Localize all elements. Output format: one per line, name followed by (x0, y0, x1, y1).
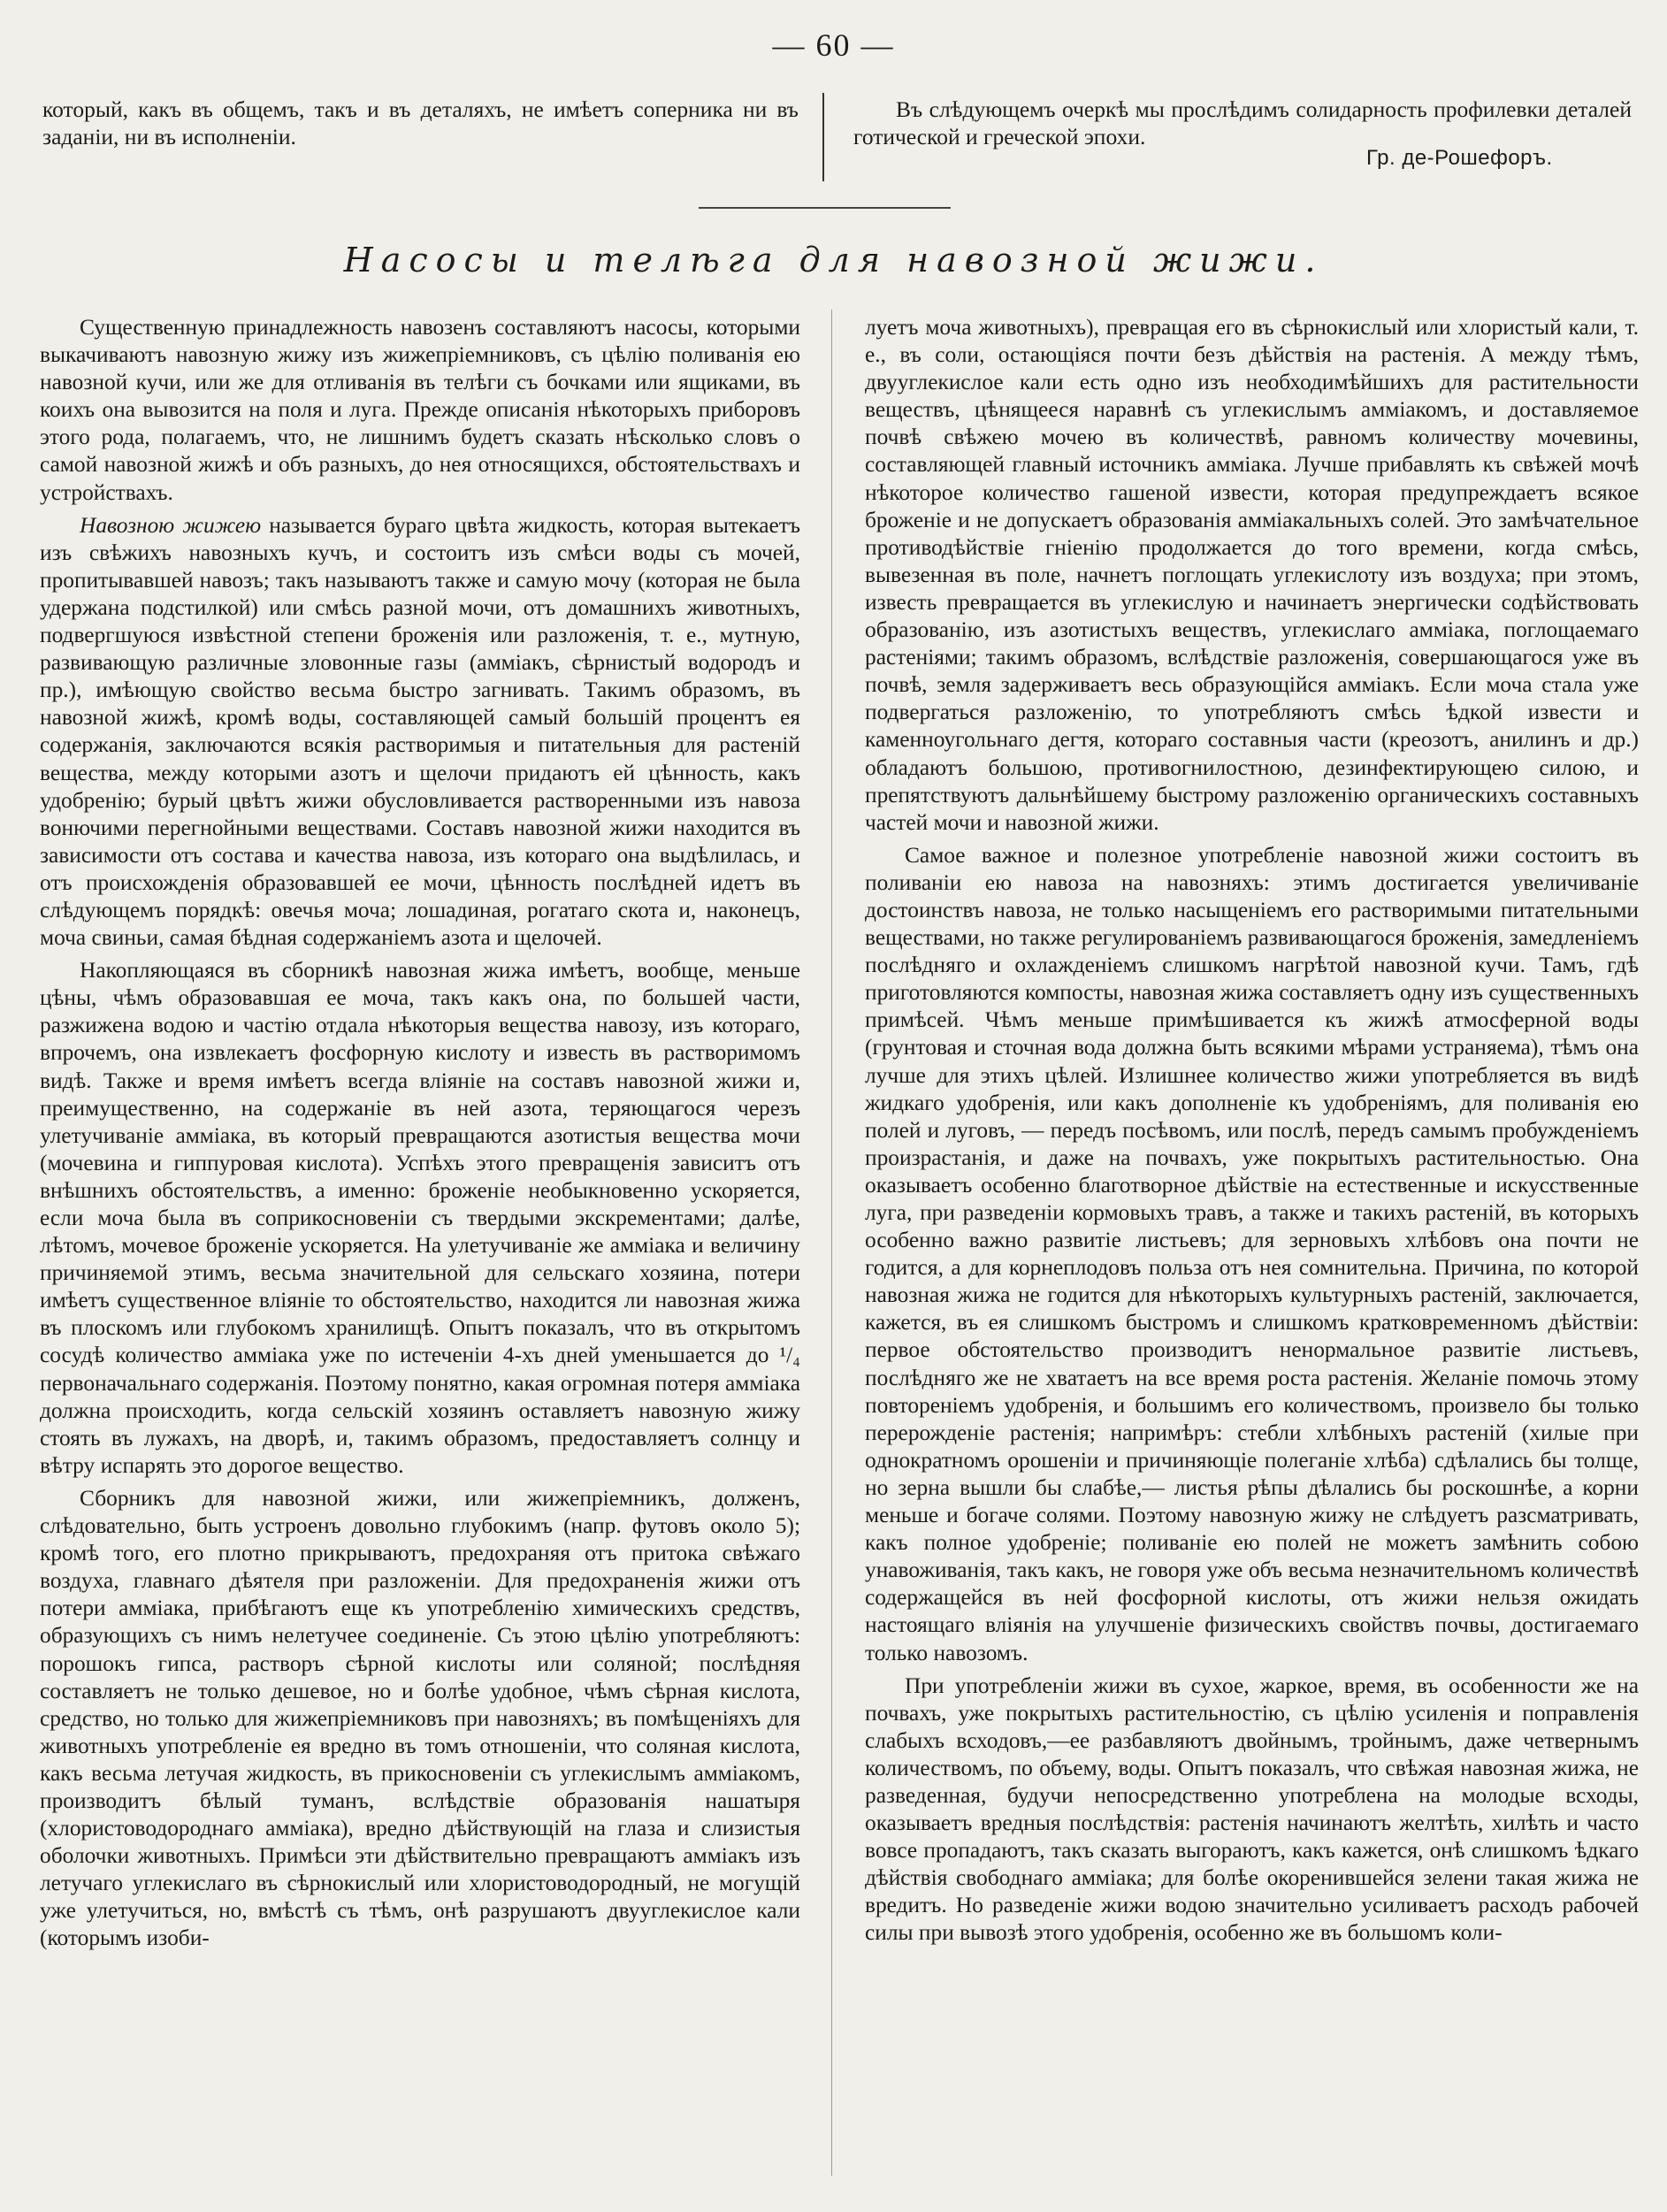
continued-paragraph: который, какъ въ общемъ, такъ и въ деталяхъ, не имѣетъ соперника ни въ заданіи, ни въ исполненіи. (42, 96, 799, 149)
defined-term: Навозною жижею (80, 512, 262, 538)
paragraph: Накопляющаяся въ сборникѣ навозная жижа имѣетъ, вообще, меньше цѣны, чѣмъ образовавшая ее моча, такъ какъ она, по большей части, разжижена водою и частію отдала нѣкоторыя вещества навозу, изъ котораго, впрочемъ, она извлекаетъ фосфорную кислоту и известь въ растворимомъ видѣ. Также и время имѣетъ всегда вліяніе на составъ навозной жижи и, преимущественно, на содержаніе въ ней азота, теряющагося черезъ улетучиваніе амміака, въ который превращаются азотистыя вещества мочи (мочевина и гиппуровая кислота). Успѣхъ этого превращенія зависитъ отъ внѣшнихъ обстоятельствъ, а именно: броженіе необыкновенно ускоряется, если моча была въ соприкосновеніи съ твердыми экскрементами; далѣе, лѣтомъ, мочевое броженіе ускоряется. На улетучиваніе же амміака и величину причиняемой этимъ, весьма значительной для сельскаго хозяина, потери имѣетъ существенное вліяніе то обстоятельство, находится ли навозная жижа въ плоскомъ или глубокомъ хранилищѣ. Опытъ показалъ, что въ открытомъ сосудѣ количество амміака уже по истеченіи 4-хъ дней уменьшается до ¹/₄ первоначальнаго содержанія. Поэтому понятно, какая огромная потеря амміака должна происходить, когда сельскій хозяинъ оставляетъ навозную жижу стоять въ лужахъ, на дворѣ, и, такимъ образомъ, предоставляетъ солнцу и вѣтру испарять это дорогое вещество. (40, 958, 800, 1478)
paragraph: При употребленіи жижи въ сухое, жаркое, время, въ особенности же на почвахъ, уже покрытыхъ растительностію, съ цѣлію усиленія и поправленія слабыхъ всходовъ,—ее разбавляютъ двойнымъ, тройнымъ, даже четвернымъ количествомъ, по объему, воды. Опытъ показалъ, что свѣжая навозная жижа, не разведенная, будучи непосредственно употреблена на молодые всходы, оказываетъ вредныя послѣдствія: растенія начинаютъ желтѣть, хилѣть и часто вовсе пропадаютъ, такъ сказать выгораютъ, какъ кажется, онѣ слишкомъ ѣдкаго дѣйствія свободнаго амміака; для болѣе окоренившейся зелени такая жижа не вредитъ. Но разведеніе жижи водою значительно усиливаетъ расходъ рабочей силы при вывозѣ этого удобренія, особенно же въ большомъ коли- (865, 1672, 1639, 1946)
top-column-divider (822, 93, 824, 181)
top-right-text-block (853, 96, 1632, 150)
paragraph: луетъ моча животныхъ), превращая его въ сѣрнокислый или хлористый кали, т. е., въ соли, остающіяся почти безъ дѣйствія на растенія. А между тѣмъ, двууглекислое кали есть одно изъ необходимѣйшихъ для растительности веществъ, цѣнящееся наравнѣ съ углекислымъ амміакомъ, и доставляемое почвѣ свѣжею мочею въ количествѣ, равномъ количеству мочевины, составляющей главный источникъ амміака. Лучше прибавлять къ свѣжей мочѣ нѣкоторое количество гашеной извести, которая предупреждаетъ всякое броженіе и не допускаетъ образованія амміакальныхъ солей. Это замѣчательное противодѣйствіе гніенію продолжается до того времени, когда смѣсь, вывезенная въ поле, начнетъ поглощать углекислоту изъ воздуха; при этомъ, известь превращается въ углекислую и начинаетъ энергически содѣйствовать образованію, изъ азотистыхъ веществъ, углекислаго амміака, поглощаемаго растеніями; такимъ образомъ, вслѣдствіе разложенія, совершающагося уже въ почвѣ, земля задерживаетъ весь образующійся амміакъ. Если моча стала уже подвергаться разложенію, то употребляютъ смѣсь ѣдкой извести и каменноугольнаго дегтя, котораго составныя части (креозотъ, анилинъ и др.) обладаютъ большою, противогнилостною, дезинфектирующею силою, и препятствуютъ дальнѣйшему быстрому разложенію органическихъ составныхъ частей мочи и навозной жижи. (865, 315, 1639, 835)
paragraph (40, 512, 800, 953)
author-signature: Гр. де-Рошефоръ. (1366, 146, 1553, 170)
paragraph: Самое важное и полезное употребленіе навозной жижи состоитъ въ поливаніи ею навоза на навозняхъ: этимъ достигается увеличиваніе достоинствъ навоза, не только насыщеніемъ его растворимыми питательными веществами, но также регулированіемъ развивающагося броженія, замедленіемъ послѣдняго и охлажденіемъ слишкомъ нагрѣтой навозной кучи. Тамъ, гдѣ приготовляются компосты, навозная жижа составляетъ одну изъ существенныхъ примѣсей. Чѣмъ меньше примѣшивается къ жижѣ атмосферной воды (грунтовая и сточная вода должна быть всякими мѣрами устраняема), тѣмъ она лучше для этихъ цѣлей. Излишнее количество жижи употребляется въ видѣ жидкаго удобренія, или какъ дополненіе къ удобреніямъ, для поливанія ею полей и луговъ, — передъ посѣвомъ, или послѣ, передъ самымъ пробужденіемъ произрастанія, и даже на почвахъ, уже покрытыхъ растительностью. Она оказываетъ особенно благотворное дѣйствіе на естественные и искусственные луга, при разведеніи кормовыхъ травъ, а также и такихъ растеній, въ которыхъ особенно важно развитіе листьевъ; для зерновыхъ хлѣбовъ она почти не годится, а для корнеплодовъ польза отъ нея сомнительна. Причина, по которой навозная жижа не годится для нѣкоторыхъ культурныхъ растеній, заключается, кажется, въ ея слишкомъ быстромъ и слишкомъ кратковременномъ дѣйствіи: первое обстоятельство производитъ ненормальное развитіе листьевъ, послѣдняго же не хватаетъ на все время роста растенія. Желаніе помочь этому повтореніемъ удобренія, и большимъ его количествомъ, произвело бы только перерожденіе растенія; напримѣръ: стебли хлѣбныхъ растеній (хилые при однократномъ орошеніи и причиняющіе полеганіе хлѣба) сдѣлались бы толще, но зерна вышли бы слабѣе,— листья рѣпы дѣлались бы роскошнѣе, а корни меньше и богаче солями. Поэтому навозную жижу не слѣдуетъ разсматривать, какъ полное удобреніе; поливаніе ею полей не можетъ замѣнить собою унавоживанія, такъ какъ, не говоря уже объ весьма незначительномъ количествѣ содержащейся въ ней фосфорной кислоты, отъ жижи нельзя ожидать настоящаго вліянія на улучшеніе физическихъ свойствъ почвы, достигаемаго только навозомъ. (865, 842, 1639, 1665)
closing-paragraph: Въ слѣдующемъ очеркѣ мы прослѣдимъ солидарность профилевки деталей готической и греческой эпохи. (853, 96, 1632, 149)
article-column-divider (831, 310, 832, 2176)
paragraph-text: называется бураго цвѣта жидкость, которая вытекаетъ изъ свѣжихъ навозныхъ кучъ, и состоитъ изъ смѣси воды съ мочей, пропитывавшей навозъ; такъ называютъ также и самую мочу (которая не была удержана подстилкой) или смѣсь разной мочи, отъ домашнихъ животныхъ, подвергшуюся извѣстной степени броженія или разложенія, т. е., мутную, развивающую различные зловонные газы (амміакъ, сѣрнистый водородъ и пр.), имѣющую свойство весьма быстро загнивать. Такимъ образомъ, въ навозной жижѣ, кромѣ воды, составляющей самый большій процентъ ея содержанія, заключаются всякія растворимыя и питательныя для растеній вещества, между которыми азотъ и щелочи придаютъ ей цѣнность, какъ удобренію; бурый цвѣтъ жижи обусловливается растворенными изъ навоза вонючими перегнойными веществами. Составъ навозной жижи находится въ зависимости отъ состава и качества навоза, изъ котораго она выдѣлилась, и отъ происхожденія образовавшей ее мочи, цѣнность послѣдней идетъ въ слѣдующемъ порядкѣ: овечья моча; лошадиная, рогатаго скота и, наконецъ, моча свиньи, самая бѣдная содержаніемъ азота и щелочей. (40, 512, 801, 951)
top-left-text-block (42, 96, 799, 150)
article-title: Насосы и телѣга для навозной жижи. (343, 241, 1324, 279)
section-divider (699, 207, 951, 209)
article-left-column (40, 314, 800, 1958)
paragraph: Существенную принадлежность навозенъ составляютъ насосы, которыми выкачиваютъ навозную жижу изъ жижепріемниковъ, съ цѣлію поливанія ею навозной кучи, или же для отливанія въ телѣги съ бочками или ящиками, въ коихъ она вывозится на поля и луга. Прежде описанія нѣкоторыхъ приборовъ этого рода, полагаемъ, что, не лишнимъ будетъ сказать нѣсколько словъ о самой навозной жижѣ и объ разныхъ, до нея относящихся, обстоятельствахъ и устройствахъ. (40, 315, 800, 505)
page-number: — 60 — (772, 27, 895, 63)
article-right-column (865, 314, 1639, 1953)
paragraph: Сборникъ для навозной жижи, или жижепріемникъ, долженъ, слѣдовательно, быть устроенъ довольно глубокимъ (напр. футовъ около 5); кромѣ того, его плотно прикрываютъ, предохраняя отъ притока свѣжаго воздуха, главнаго дѣятеля при разложеніи. Для предохраненія жижи отъ потери амміака, прибѣгаютъ еще къ употребленію химическихъ средствъ, образующихъ съ нимъ нелетучее соединеніе. Съ этою цѣлію употребляютъ: порошокъ гипса, растворъ сѣрной кислоты или соляной; послѣдняя составляетъ не только дешевое, но и болѣе удобное, чѣмъ сѣрная кислота, средство, но только для жижепріемниковъ при навозняхъ; въ помѣщеніяхъ для животныхъ употребленіе ея вредно въ томъ отношеніи, что соляная кислота, какъ весьма летучая жидкость, въ прикосновеніи съ углекислымъ амміакомъ, производитъ бѣлый туманъ, вслѣдствіе образованія нашатыря (хлористоводороднаго амміака), вредно дѣйствующій на глаза и слизистыя оболочки животныхъ. Примѣси эти дѣйствительно превращаютъ амміакъ изъ летучаго углекислаго въ сѣрнокислый или хлористоводородный, не могущій уже улетучиться, но, вмѣстѣ съ тѣмъ, онѣ разрушаютъ двууглекислое кали (которымъ изоби- (40, 1485, 800, 1951)
